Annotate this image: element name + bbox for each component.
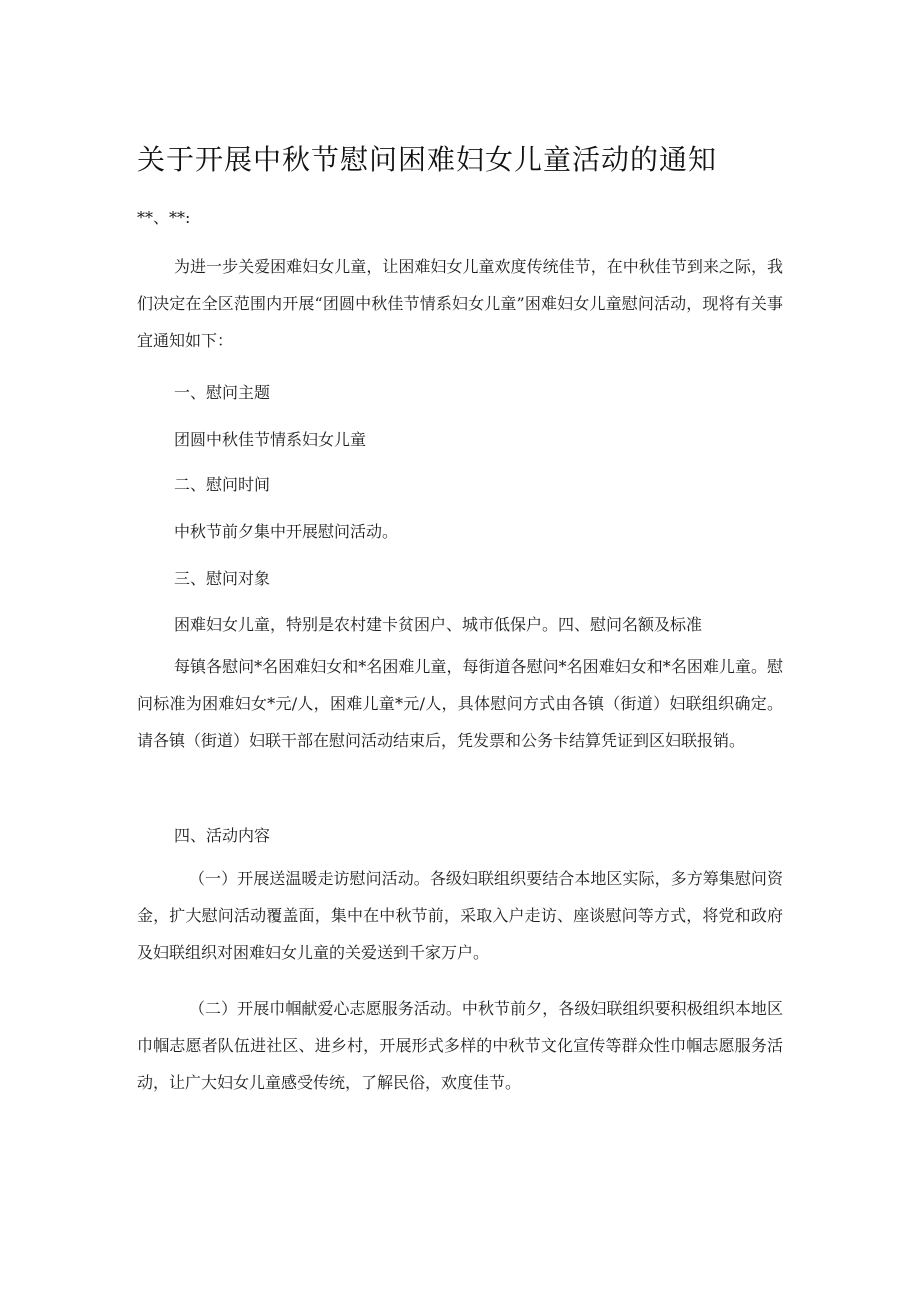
section-heading-theme: 一、慰问主题: [174, 383, 271, 402]
activity-paragraph-2: （二）开展巾帼献爱心志愿服务活动。中秋节前夕，各级妇联组织要积极组织本地区巾帼志愿者队伍进社区、进乡村，开展形式多样的中秋节文化宣传等群众性巾帼志愿服务活动，让广大妇女儿童感受传统，了解民俗，欢度佳节。: [137, 999, 783, 1092]
document-title: 关于开展中秋节慰问困难妇女儿童活动的通知: [137, 143, 718, 176]
section-body-target: 困难妇女儿童，特别是农村建卡贫困户、城市低保户。四、慰问名额及标准: [174, 615, 703, 634]
section-heading-target: 三、慰问对象: [174, 569, 271, 588]
section-body-time: 中秋节前夕集中开展慰问活动。: [174, 522, 399, 541]
salutation: **、**:: [137, 208, 191, 227]
activities-heading: 四、活动内容: [174, 826, 271, 845]
section-heading-time: 二、慰问时间: [174, 475, 271, 494]
intro-paragraph: 为进一步关爱困难妇女儿童，让困难妇女儿童欢度传统佳节，在中秋佳节到来之际，我们决定在全区范围内开展“团圆中秋佳节情系妇女儿童”困难妇女儿童慰问活动，现将有关事宜通知如下：: [137, 257, 783, 350]
quota-paragraph: 每镇各慰问*名困难妇女和*名困难儿童，每街道各慰问*名困难妇女和*名困难儿童。慰问标准为困难妇女*元/人，困难儿童*元/人，具体慰问方式由各镇（街道）妇联组织确定。请各镇（街道）妇联干部在慰问活动结束后，凭发票和公务卡结算凭证到区妇联报销。: [137, 657, 783, 750]
section-body-theme: 团圆中秋佳节情系妇女儿童: [174, 430, 367, 449]
activity-paragraph-1: （一）开展送温暖走访慰问活动。各级妇联组织要结合本地区实际，多方筹集慰问资金，扩大慰问活动覆盖面，集中在中秋节前，采取入户走访、座谈慰问等方式，将党和政府及妇联组织对困难妇女儿童的关爱送到千家万户。: [137, 869, 783, 962]
